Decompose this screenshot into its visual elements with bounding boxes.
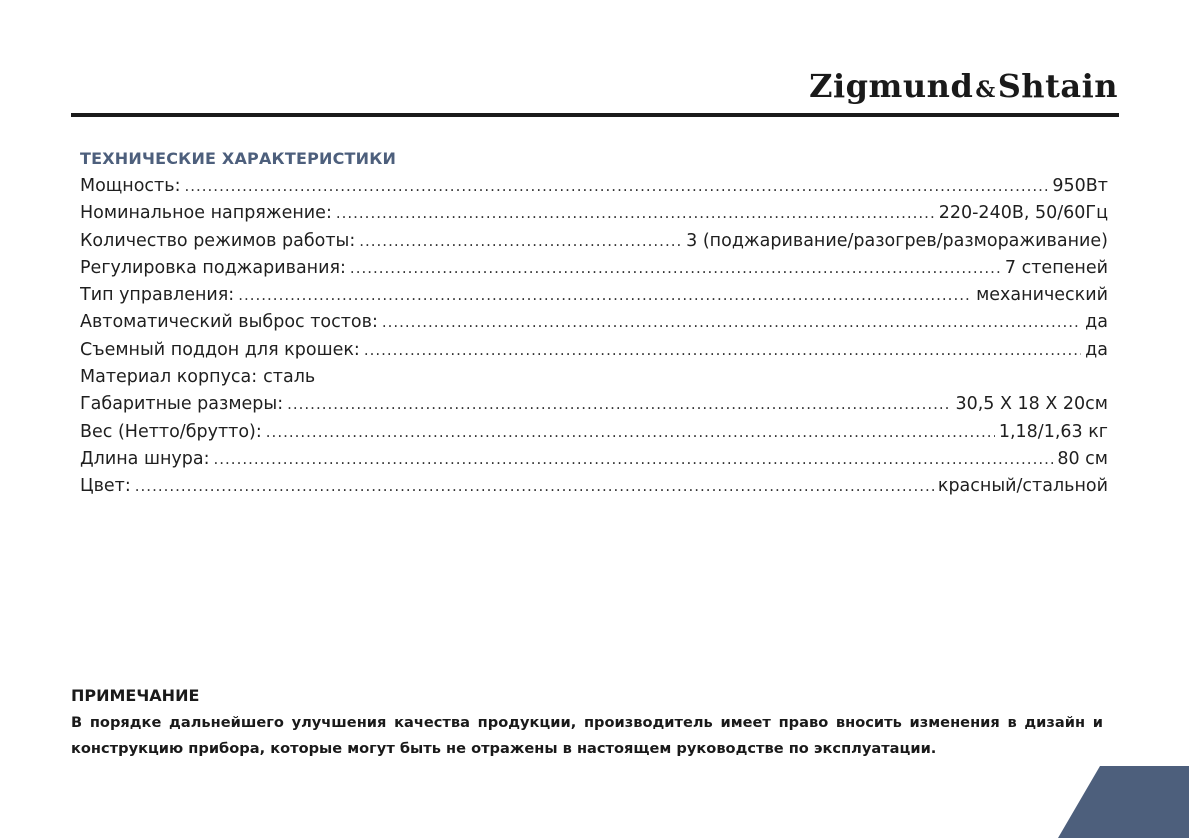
spec-label: Съемный поддон для крошек: <box>80 339 360 360</box>
spec-label: Габаритные размеры: <box>80 394 284 415</box>
dot-leader <box>238 282 972 309</box>
spec-value: да <box>1085 339 1108 360</box>
spec-row-toast-levels <box>80 255 1108 282</box>
spec-label: Цвет: <box>80 476 131 497</box>
dot-leader <box>184 173 1048 200</box>
spec-row-power <box>80 173 1108 200</box>
dot-leader <box>336 200 935 227</box>
dot-leader <box>287 391 951 418</box>
dot-leader <box>364 337 1081 364</box>
spec-label: Мощность: <box>80 176 181 196</box>
spec-row-color <box>80 473 1108 500</box>
dot-leader <box>350 255 1001 282</box>
spec-value: 950Вт <box>1052 176 1108 196</box>
spec-value: 220-240В, 50/60Гц <box>938 203 1108 224</box>
dot-leader <box>135 473 934 500</box>
spec-row-weight <box>80 419 1108 446</box>
logo-text-shtain: Shtain <box>997 67 1118 105</box>
spec-label: Автоматический выброс тостов: <box>80 312 378 333</box>
spec-row-voltage <box>80 200 1108 227</box>
note-title: ПРИМЕЧАНИЕ <box>71 686 200 705</box>
spec-row-control-type <box>80 282 1108 309</box>
spec-value: механический <box>976 285 1108 306</box>
page-corner-tab <box>1058 766 1189 838</box>
note-text: В порядке дальнейшего улучшения качества продукции, производитель имеет право вносить изменения в дизайн и конструкцию прибора, которые могут быть не отражены в настоящем руководстве по эксплуатации. <box>71 714 1103 757</box>
dot-leader <box>382 309 1081 336</box>
spec-value: да <box>1085 312 1108 333</box>
spec-row-auto-eject <box>80 309 1108 336</box>
dot-leader <box>359 228 682 255</box>
spec-label: Номинальное напряжение: <box>80 203 332 224</box>
spec-label: Регулировка поджаривания: <box>80 257 346 278</box>
spec-value: 80 см <box>1057 448 1108 469</box>
specs-list <box>80 173 1108 501</box>
dot-leader <box>214 446 1054 473</box>
spec-value: 30,5 Х 18 Х 20см <box>955 394 1108 415</box>
header-rule <box>71 113 1119 117</box>
spec-label: Материал корпуса: <box>80 367 258 388</box>
spec-row-body-material <box>80 364 1108 391</box>
spec-value: 7 степеней <box>1004 257 1108 278</box>
spec-value: сталь <box>263 367 316 388</box>
specs-title: ТЕХНИЧЕСКИЕ ХАРАКТЕРИСТИКИ <box>80 149 397 168</box>
spec-value: красный/стальной <box>937 476 1108 497</box>
spec-row-dimensions <box>80 391 1108 418</box>
spec-row-cord-length <box>80 446 1108 473</box>
spec-value: 3 (поджаривание/разогрев/размораживание) <box>686 230 1108 251</box>
logo-text-zigmund: Zigmund <box>809 67 974 105</box>
spec-row-crumb-tray <box>80 337 1108 364</box>
brand-logo <box>809 66 1118 110</box>
spec-label: Количество режимов работы: <box>80 230 356 251</box>
spec-value: 1,18/1,63 кг <box>998 421 1108 442</box>
dot-leader <box>266 419 995 446</box>
logo-ampersand: & <box>975 77 996 103</box>
spec-label: Тип управления: <box>80 285 235 306</box>
spec-row-modes <box>80 228 1108 255</box>
spec-label: Вес (Нетто/брутто): <box>80 421 262 442</box>
spec-label: Длина шнура: <box>80 448 210 469</box>
